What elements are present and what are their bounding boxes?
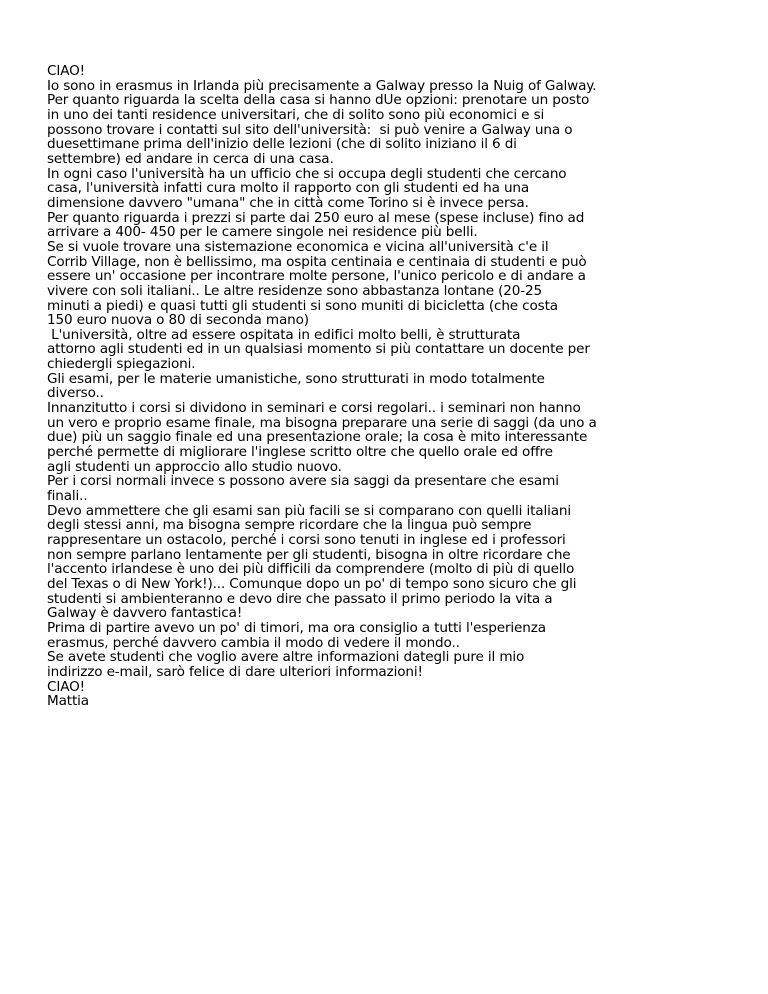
text-line: l'accento irlandese è uno dei più difficili da comprendere (molto di più di quello	[47, 561, 575, 578]
text-line: due) più un saggio finale ed una presentazione orale; la cosa è mito interessante	[47, 429, 588, 446]
text-line: chiedergli spiegazioni.	[47, 356, 196, 373]
text-line: In ogni caso l'università ha un ufficio che si occupa degli studenti che cercano	[47, 165, 567, 182]
text-line: Io sono in erasmus in Irlanda più precisamente a Galway presso la Nuig of Galway.	[47, 77, 597, 94]
text-line: duesettimane prima dell'inizio delle lezioni (che di solito iniziano il 6 di	[47, 136, 517, 153]
text-line: finali..	[47, 488, 88, 505]
text-line: agli studenti un approccio allo studio nuovo.	[47, 458, 342, 475]
text-line: Devo ammettere che gli esami san più facili se si comparano con quelli italiani	[47, 502, 571, 519]
text-line: Se avete studenti che voglio avere altre informazioni dategli pure il mio	[47, 649, 525, 666]
text-line: possono trovare i contatti sul sito dell'università: si può venire a Galway una o	[47, 121, 573, 138]
text-line: arrivare a 400- 450 per le camere singole nei residence più belli.	[47, 224, 478, 241]
text-line: non sempre parlano lentamente per gli studenti, bisogna in oltre ricordare che	[47, 546, 571, 563]
text-line: attorno agli studenti ed in un qualsiasi momento si più contattare un docente per	[47, 341, 590, 358]
text-line: in uno dei tanti residence universitari, che di solito sono più economici e si	[47, 106, 545, 123]
text-line: essere un' occasione per incontrare molte persone, l'unico pericolo e di andare a	[47, 268, 586, 285]
text-line: Prima di partire avevo un po' di timori, ma ora consiglio a tutti l'esperienza	[47, 619, 546, 636]
text-line: 150 euro nuova o 80 di seconda mano)	[47, 312, 309, 329]
text-line: Innanzitutto i corsi si dividono in seminari e corsi regolari.. i seminari non hanno	[47, 400, 581, 417]
text-line: casa, l'università infatti cura molto il rapporto con gli studenti ed ha una	[47, 180, 530, 197]
text-line: dimensione davvero "umana" che in città come Torino si è invece persa.	[47, 194, 529, 211]
text-line: Se si vuole trovare una sistemazione economica e vicina all'università c'e il	[47, 238, 549, 255]
text-line: Gli esami, per le materie umanistiche, sono strutturati in modo totalmente	[47, 370, 545, 387]
text-line: settembre) ed andare in cerca di una casa.	[47, 150, 334, 167]
text-line: studenti si ambienteranno e devo dire che passato il primo periodo la vita a	[47, 590, 553, 607]
letter-body	[47, 64, 665, 709]
text-line: del Texas o di New York!)... Comunque dopo un po' di tempo sono sicuro che gli	[47, 575, 577, 592]
text-line: degli stessi anni, ma bisogna sempre ricordare che la lingua può sempre	[47, 517, 532, 534]
text-line: Galway è davvero fantastica!	[47, 605, 243, 622]
greeting-line: CIAO!	[47, 63, 85, 79]
text-line: indirizzo e-mail, sarò felice di dare ulteriori informazioni!	[47, 663, 423, 680]
text-line: diverso..	[47, 385, 104, 402]
text-line: Per quanto riguarda la scelta della casa si hanno dUe opzioni: prenotare un posto	[47, 92, 590, 109]
text-line: un vero e proprio esame finale, ma bisogna preparare una serie di saggi (da uno a	[47, 414, 597, 431]
text-line: Corrib Village, non è bellissimo, ma ospita centinaia e centinaia di studenti e può	[47, 253, 587, 270]
signature-name: Mattia	[47, 693, 89, 710]
text-line: perché permette di migliorare l'inglese scritto oltre che quello orale ed offre	[47, 444, 553, 461]
closing-greeting: CIAO!	[47, 678, 85, 695]
text-line: L'università, oltre ad essere ospitata in edifici molto belli, è strutturata	[47, 326, 521, 343]
text-line: erasmus, perché davvero cambia il modo di vedere il mondo..	[47, 634, 460, 651]
text-line: minuti a piedi) e quasi tutti gli studenti si sono muniti di bicicletta (che costa	[47, 297, 558, 314]
text-line: Per quanto riguarda i prezzi si parte dai 250 euro al mese (spese incluse) fino ad	[47, 209, 585, 226]
text-line: Per i corsi normali invece s possono avere sia saggi da presentare che esami	[47, 473, 559, 490]
text-line: rappresentare un ostacolo, perché i corsi sono tenuti in inglese ed i professori	[47, 532, 566, 548]
text-line: vivere con soli italiani.. Le altre residenze sono abbastanza lontane (20-25	[47, 282, 543, 299]
